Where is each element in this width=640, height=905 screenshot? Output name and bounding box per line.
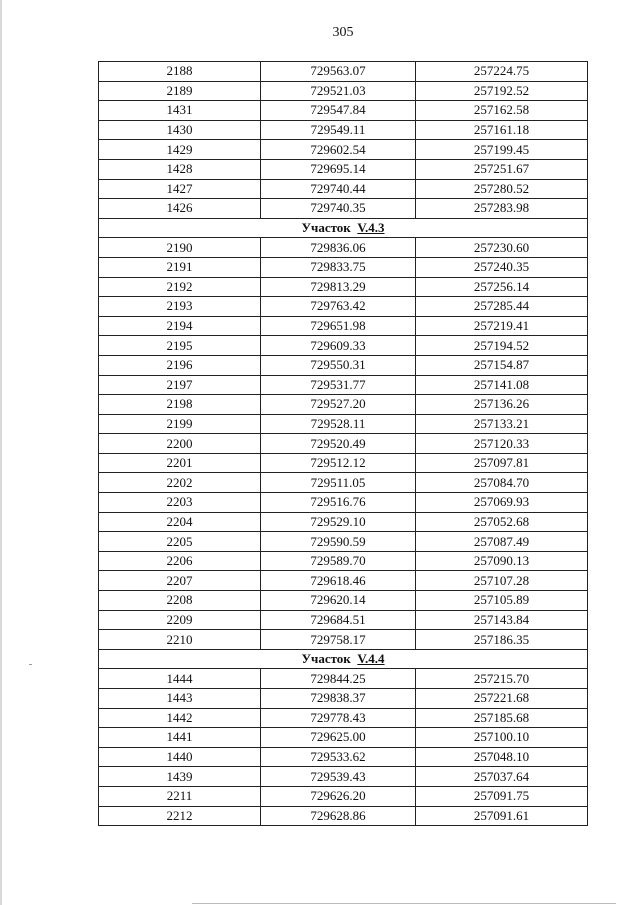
section-heading-row <box>99 218 588 238</box>
point-number-cell: 2204 <box>99 512 261 532</box>
y-coordinate-cell: 257069.93 <box>416 493 588 513</box>
table-row <box>99 336 588 356</box>
table-row <box>99 453 588 473</box>
y-coordinate-cell: 257251.67 <box>416 159 588 179</box>
point-number-cell: 1441 <box>99 728 261 748</box>
y-coordinate-cell: 257224.75 <box>416 62 588 82</box>
y-coordinate-cell: 257219.41 <box>416 316 588 336</box>
y-coordinate-cell: 257240.35 <box>416 257 588 277</box>
x-coordinate-cell: 729528.11 <box>261 414 416 434</box>
y-coordinate-cell: 257199.45 <box>416 140 588 160</box>
x-coordinate-cell: 729511.05 <box>261 473 416 493</box>
point-number-cell: 2209 <box>99 610 261 630</box>
section-heading-id: V.4.4 <box>357 651 385 667</box>
section-heading <box>99 218 588 238</box>
point-number-cell: 2199 <box>99 414 261 434</box>
y-coordinate-cell: 257285.44 <box>416 297 588 317</box>
point-number-cell: 2206 <box>99 551 261 571</box>
y-coordinate-cell: 257186.35 <box>416 630 588 650</box>
x-coordinate-cell: 729813.29 <box>261 277 416 297</box>
x-coordinate-cell: 729550.31 <box>261 355 416 375</box>
point-number-cell: 2212 <box>99 806 261 826</box>
x-coordinate-cell: 729549.11 <box>261 120 416 140</box>
point-number-cell: 2205 <box>99 532 261 552</box>
x-coordinate-cell: 729602.54 <box>261 140 416 160</box>
x-coordinate-cell: 729590.59 <box>261 532 416 552</box>
point-number-cell: 2196 <box>99 355 261 375</box>
x-coordinate-cell: 729563.07 <box>261 62 416 82</box>
table-row <box>99 747 588 767</box>
x-coordinate-cell: 729838.37 <box>261 689 416 709</box>
table-row <box>99 786 588 806</box>
y-coordinate-cell: 257215.70 <box>416 669 588 689</box>
y-coordinate-cell: 257221.68 <box>416 689 588 709</box>
point-number-cell: 1439 <box>99 767 261 787</box>
y-coordinate-cell: 257037.64 <box>416 767 588 787</box>
table-row <box>99 238 588 258</box>
table-row <box>99 199 588 219</box>
point-number-cell: 2203 <box>99 493 261 513</box>
y-coordinate-cell: 257087.49 <box>416 532 588 552</box>
x-coordinate-cell: 729529.10 <box>261 512 416 532</box>
point-number-cell: 1429 <box>99 140 261 160</box>
point-number-cell: 1440 <box>99 747 261 767</box>
point-number-cell: 2189 <box>99 81 261 101</box>
table-row <box>99 62 588 82</box>
x-coordinate-cell: 729516.76 <box>261 493 416 513</box>
x-coordinate-cell: 729520.49 <box>261 434 416 454</box>
table-row <box>99 493 588 513</box>
x-coordinate-cell: 729539.43 <box>261 767 416 787</box>
point-number-cell: 2198 <box>99 395 261 415</box>
x-coordinate-cell: 729620.14 <box>261 591 416 611</box>
table-row <box>99 140 588 160</box>
point-number-cell: 1431 <box>99 101 261 121</box>
point-number-cell: 2190 <box>99 238 261 258</box>
point-number-cell: 2194 <box>99 316 261 336</box>
table-row <box>99 689 588 709</box>
x-coordinate-cell: 729684.51 <box>261 610 416 630</box>
y-coordinate-cell: 257133.21 <box>416 414 588 434</box>
point-number-cell: 2211 <box>99 786 261 806</box>
x-coordinate-cell: 729763.42 <box>261 297 416 317</box>
table-row <box>99 630 588 650</box>
table-row <box>99 120 588 140</box>
coordinates-table <box>98 61 588 826</box>
point-number-cell: 1444 <box>99 669 261 689</box>
x-coordinate-cell: 729758.17 <box>261 630 416 650</box>
y-coordinate-cell: 257105.89 <box>416 591 588 611</box>
y-coordinate-cell: 257141.08 <box>416 375 588 395</box>
y-coordinate-cell: 257052.68 <box>416 512 588 532</box>
point-number-cell: 2202 <box>99 473 261 493</box>
point-number-cell: 2195 <box>99 336 261 356</box>
point-number-cell: 1427 <box>99 179 261 199</box>
point-number-cell: 1426 <box>99 199 261 219</box>
table-row <box>99 669 588 689</box>
table-row <box>99 610 588 630</box>
margin-mark <box>29 664 32 665</box>
table-row <box>99 316 588 336</box>
y-coordinate-cell: 257091.75 <box>416 786 588 806</box>
section-heading-prefix: Участок <box>301 651 351 667</box>
y-coordinate-cell: 257091.61 <box>416 806 588 826</box>
y-coordinate-cell: 257280.52 <box>416 179 588 199</box>
table-row <box>99 395 588 415</box>
table-row <box>99 728 588 748</box>
point-number-cell: 2201 <box>99 453 261 473</box>
section-heading-prefix: Участок <box>301 220 351 236</box>
x-coordinate-cell: 729521.03 <box>261 81 416 101</box>
point-number-cell: 2193 <box>99 297 261 317</box>
y-coordinate-cell: 257120.33 <box>416 434 588 454</box>
y-coordinate-cell: 257154.87 <box>416 355 588 375</box>
table-row <box>99 414 588 434</box>
point-number-cell: 2197 <box>99 375 261 395</box>
table-row <box>99 375 588 395</box>
x-coordinate-cell: 729609.33 <box>261 336 416 356</box>
y-coordinate-cell: 257185.68 <box>416 708 588 728</box>
y-coordinate-cell: 257256.14 <box>416 277 588 297</box>
y-coordinate-cell: 257161.18 <box>416 120 588 140</box>
table-row <box>99 159 588 179</box>
scan-edge <box>0 0 2 905</box>
point-number-cell: 1443 <box>99 689 261 709</box>
point-number-cell: 2207 <box>99 571 261 591</box>
x-coordinate-cell: 729740.44 <box>261 179 416 199</box>
table-row <box>99 512 588 532</box>
bottom-rule <box>192 903 616 904</box>
y-coordinate-cell: 257136.26 <box>416 395 588 415</box>
table-row <box>99 257 588 277</box>
table-row <box>99 297 588 317</box>
x-coordinate-cell: 729625.00 <box>261 728 416 748</box>
table-row <box>99 355 588 375</box>
table-row <box>99 532 588 552</box>
x-coordinate-cell: 729626.20 <box>261 786 416 806</box>
x-coordinate-cell: 729618.46 <box>261 571 416 591</box>
y-coordinate-cell: 257107.28 <box>416 571 588 591</box>
table-row <box>99 473 588 493</box>
x-coordinate-cell: 729695.14 <box>261 159 416 179</box>
y-coordinate-cell: 257230.60 <box>416 238 588 258</box>
y-coordinate-cell: 257048.10 <box>416 747 588 767</box>
y-coordinate-cell: 257162.58 <box>416 101 588 121</box>
table-row <box>99 551 588 571</box>
y-coordinate-cell: 257100.10 <box>416 728 588 748</box>
y-coordinate-cell: 257283.98 <box>416 199 588 219</box>
table-row <box>99 571 588 591</box>
y-coordinate-cell: 257192.52 <box>416 81 588 101</box>
table-row <box>99 767 588 787</box>
x-coordinate-cell: 729533.62 <box>261 747 416 767</box>
table-row <box>99 277 588 297</box>
y-coordinate-cell: 257090.13 <box>416 551 588 571</box>
point-number-cell: 2208 <box>99 591 261 611</box>
point-number-cell: 1428 <box>99 159 261 179</box>
point-number-cell: 2188 <box>99 62 261 82</box>
y-coordinate-cell: 257097.81 <box>416 453 588 473</box>
page-number: 305 <box>332 25 354 40</box>
section-heading-row <box>99 649 588 669</box>
table-row <box>99 434 588 454</box>
table-row <box>99 591 588 611</box>
x-coordinate-cell: 729844.25 <box>261 669 416 689</box>
point-number-cell: 1442 <box>99 708 261 728</box>
table-row <box>99 179 588 199</box>
x-coordinate-cell: 729778.43 <box>261 708 416 728</box>
point-number-cell: 2210 <box>99 630 261 650</box>
x-coordinate-cell: 729589.70 <box>261 551 416 571</box>
x-coordinate-cell: 729547.84 <box>261 101 416 121</box>
y-coordinate-cell: 257084.70 <box>416 473 588 493</box>
x-coordinate-cell: 729628.86 <box>261 806 416 826</box>
x-coordinate-cell: 729651.98 <box>261 316 416 336</box>
table-row <box>99 806 588 826</box>
y-coordinate-cell: 257143.84 <box>416 610 588 630</box>
y-coordinate-cell: 257194.52 <box>416 336 588 356</box>
point-number-cell: 1430 <box>99 120 261 140</box>
x-coordinate-cell: 729527.20 <box>261 395 416 415</box>
table-row <box>99 81 588 101</box>
x-coordinate-cell: 729836.06 <box>261 238 416 258</box>
section-heading-id: V.4.3 <box>357 220 385 236</box>
x-coordinate-cell: 729531.77 <box>261 375 416 395</box>
point-number-cell: 2200 <box>99 434 261 454</box>
point-number-cell: 2192 <box>99 277 261 297</box>
point-number-cell: 2191 <box>99 257 261 277</box>
x-coordinate-cell: 729833.75 <box>261 257 416 277</box>
x-coordinate-cell: 729740.35 <box>261 199 416 219</box>
table-row <box>99 101 588 121</box>
x-coordinate-cell: 729512.12 <box>261 453 416 473</box>
coordinates-table-body <box>99 62 588 826</box>
table-row <box>99 708 588 728</box>
section-heading <box>99 649 588 669</box>
